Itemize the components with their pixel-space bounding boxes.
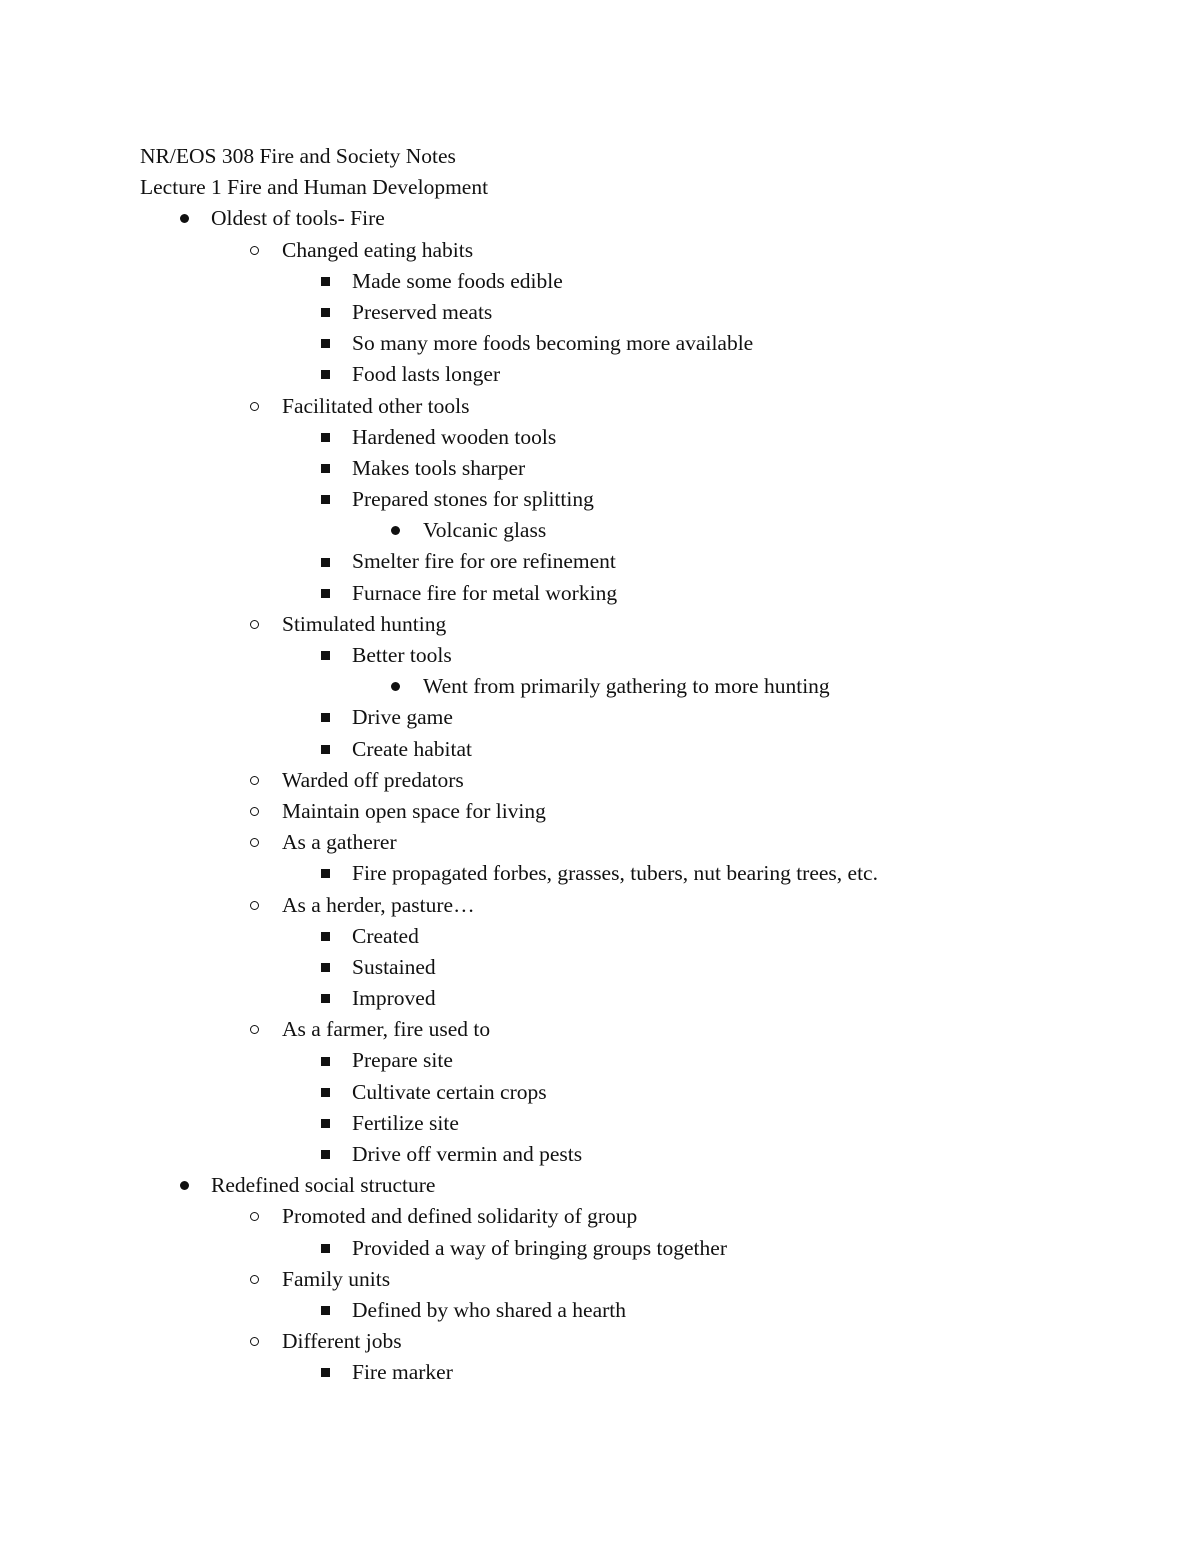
list-item-text: Created (352, 923, 419, 948)
list-item (140, 1014, 1100, 1045)
list-item-text: Prepared stones for splitting (352, 487, 594, 512)
bullet-circle-icon (247, 765, 261, 796)
bullet-square-icon (318, 1139, 332, 1170)
list-item (140, 484, 1100, 515)
list-item (140, 702, 1100, 733)
list-item (140, 453, 1100, 484)
list-item-text: As a farmer, fire used to (282, 1017, 491, 1042)
list-item-text: Oldest of tools- Fire (211, 206, 385, 231)
list-item (140, 827, 1100, 858)
bullet-disc-icon (388, 515, 402, 546)
list-item-text: Went from primarily gathering to more hunting (423, 674, 830, 699)
bullet-disc-icon (388, 671, 402, 702)
list-item-text: Fire propagated forbes, grasses, tubers, nut bearing trees, etc. (352, 861, 878, 886)
document-page (140, 141, 1100, 1389)
list-item (140, 266, 1100, 297)
list-item (140, 609, 1100, 640)
bullet-square-icon (318, 1357, 332, 1388)
list-item-text: Facilitated other tools (282, 393, 470, 418)
list-item (140, 952, 1100, 983)
list-item (140, 1045, 1100, 1076)
bullet-square-icon (318, 546, 332, 577)
list-item-text: Prepare site (352, 1048, 453, 1073)
list-item-text: Defined by who shared a hearth (352, 1297, 627, 1322)
list-item (140, 1201, 1100, 1232)
list-item (140, 1295, 1100, 1326)
list-item (140, 1077, 1100, 1108)
list-item (140, 1170, 1100, 1201)
list-item (140, 765, 1100, 796)
list-item (140, 422, 1100, 453)
bullet-square-icon (318, 1108, 332, 1139)
bullet-square-icon (318, 297, 332, 328)
list-item (140, 983, 1100, 1014)
list-item-text: Fertilize site (352, 1110, 459, 1135)
bullet-square-icon (318, 359, 332, 390)
bullet-square-icon (318, 1077, 332, 1108)
list-item (140, 796, 1100, 827)
bullet-circle-icon (247, 890, 261, 921)
document-title-text: NR/EOS 308 Fire and Society Notes (140, 144, 456, 168)
list-item (140, 1264, 1100, 1295)
list-item (140, 640, 1100, 671)
list-item (140, 578, 1100, 609)
list-item (140, 921, 1100, 952)
outline-list (140, 203, 1100, 1388)
list-item-text: Stimulated hunting (282, 611, 447, 636)
list-item-text: So many more foods becoming more available (352, 331, 754, 356)
list-item (140, 671, 1100, 702)
list-item (140, 1233, 1100, 1264)
bullet-square-icon (318, 858, 332, 889)
list-item-text: Makes tools sharper (352, 455, 526, 480)
list-item (140, 858, 1100, 889)
bullet-circle-icon (247, 391, 261, 422)
list-item-text: Provided a way of bringing groups together (352, 1235, 727, 1260)
list-item-text: Fire marker (352, 1360, 453, 1385)
list-item-text: Redefined social structure (211, 1173, 436, 1198)
list-item (140, 391, 1100, 422)
bullet-square-icon (318, 952, 332, 983)
list-item-text: Made some foods edible (352, 268, 563, 293)
list-item-text: Preserved meats (352, 299, 493, 324)
list-item (140, 1326, 1100, 1357)
bullet-circle-icon (247, 1326, 261, 1357)
list-item (140, 359, 1100, 390)
list-item-text: Sustained (352, 954, 436, 979)
bullet-square-icon (318, 1295, 332, 1326)
bullet-circle-icon (247, 235, 261, 266)
list-item (140, 297, 1100, 328)
list-item-text: Hardened wooden tools (352, 424, 557, 449)
list-item-text: Food lasts longer (352, 362, 501, 387)
bullet-circle-icon (247, 1201, 261, 1232)
bullet-square-icon (318, 702, 332, 733)
list-item-text: Better tools (352, 643, 452, 667)
bullet-disc-icon (177, 203, 191, 234)
bullet-square-icon (318, 640, 332, 671)
bullet-circle-icon (247, 1264, 261, 1295)
document-title (140, 141, 1100, 172)
list-item-text: Smelter fire for ore refinement (352, 549, 616, 574)
lecture-heading-text: Lecture 1 Fire and Human Development (140, 175, 489, 200)
bullet-square-icon (318, 453, 332, 484)
list-item-text: Maintain open space for living (282, 798, 546, 823)
bullet-circle-icon (247, 1014, 261, 1045)
bullet-square-icon (318, 266, 332, 297)
list-item-text: Drive off vermin and pests (352, 1142, 583, 1166)
list-item-text: Promoted and defined solidarity of group (282, 1204, 638, 1229)
bullet-square-icon (318, 734, 332, 765)
list-item-text: Improved (352, 986, 436, 1011)
lecture-heading (140, 172, 1100, 203)
list-item-text: Volcanic glass (423, 518, 547, 543)
list-item (140, 1139, 1100, 1170)
bullet-circle-icon (247, 609, 261, 640)
bullet-square-icon (318, 1045, 332, 1076)
list-item (140, 734, 1100, 765)
bullet-square-icon (318, 983, 332, 1014)
list-item (140, 203, 1100, 234)
list-item-text: Create habitat (352, 736, 472, 761)
list-item (140, 546, 1100, 577)
bullet-square-icon (318, 422, 332, 453)
bullet-square-icon (318, 484, 332, 515)
list-item-text: Drive game (352, 705, 453, 730)
list-item-text: Cultivate certain crops (352, 1079, 547, 1104)
list-item (140, 1357, 1100, 1388)
bullet-square-icon (318, 328, 332, 359)
bullet-square-icon (318, 1233, 332, 1264)
bullet-disc-icon (177, 1170, 191, 1201)
list-item (140, 515, 1100, 546)
bullet-circle-icon (247, 827, 261, 858)
bullet-square-icon (318, 578, 332, 609)
list-item (140, 328, 1100, 359)
list-item-text: As a gatherer (282, 830, 397, 855)
bullet-square-icon (318, 921, 332, 952)
list-item-text: Furnace fire for metal working (352, 580, 618, 605)
list-item (140, 235, 1100, 266)
list-item-text: Warded off predators (282, 767, 464, 792)
list-item-text: Different jobs (282, 1329, 402, 1354)
list-item-text: As a herder, pasture… (282, 892, 475, 917)
list-item-text: Changed eating habits (282, 237, 474, 262)
list-item-text: Family units (282, 1266, 391, 1291)
bullet-circle-icon (247, 796, 261, 827)
list-item (140, 890, 1100, 921)
list-item (140, 1108, 1100, 1139)
